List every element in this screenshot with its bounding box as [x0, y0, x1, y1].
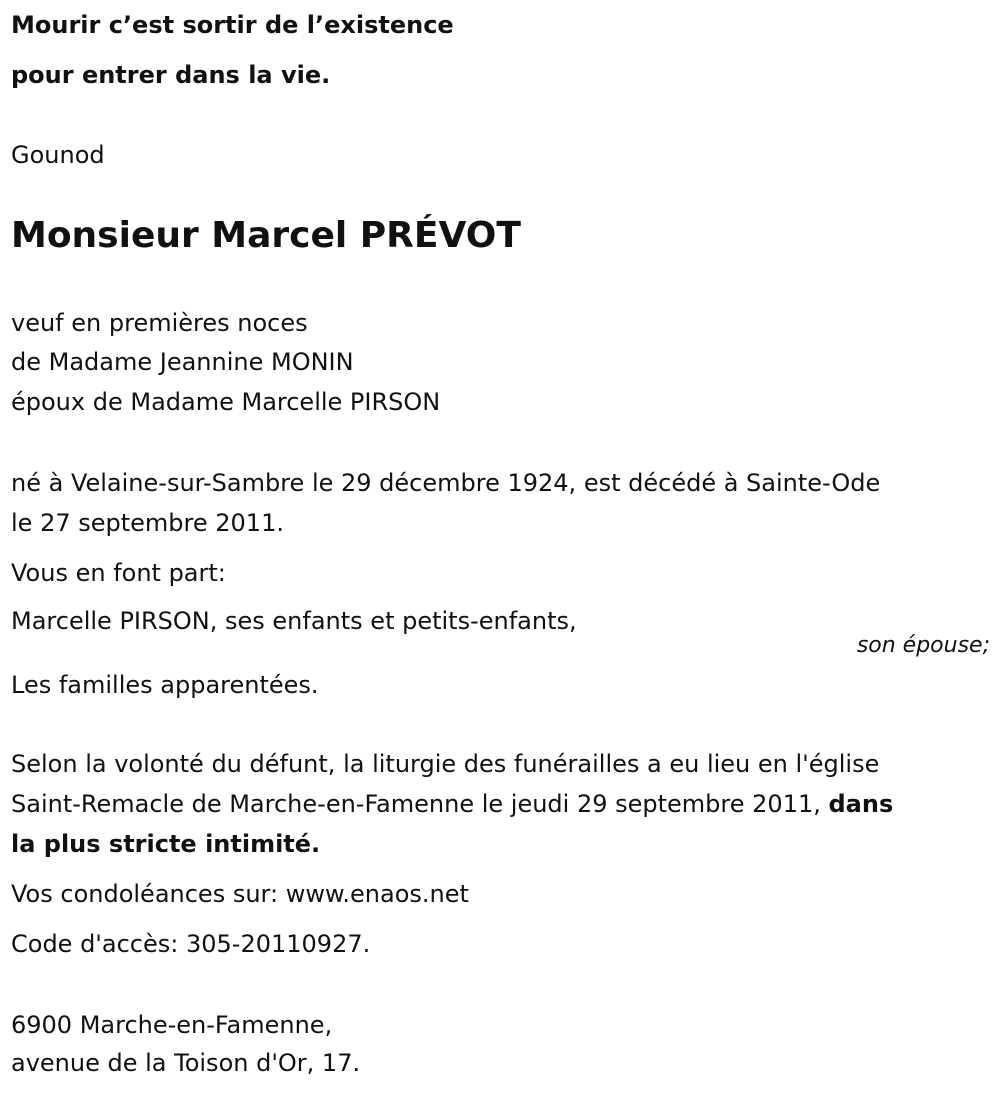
deceased-name: Monsieur Marcel PRÉVOT — [11, 215, 521, 256]
quote-line-2: pour entrer dans la vie. — [11, 61, 331, 89]
quote-author: Gounod — [11, 141, 105, 169]
quote-line-1: Mourir c’est sortir de l’existence — [11, 11, 454, 39]
birth-death-line-2: le 27 septembre 2011. — [11, 509, 284, 537]
funeral-line-2 — [11, 789, 893, 819]
condolences-line-2: Code d'accès: 305-20110927. — [11, 930, 371, 958]
funeral-line-1: Selon la volonté du défunt, la liturgie des funérailles a eu lieu en l'église — [11, 750, 880, 778]
relation-line-1: veuf en premières noces — [11, 309, 308, 337]
funeral-line-3: la plus stricte intimité. — [11, 830, 321, 858]
relation-line-2: de Madame Jeannine MONIN — [11, 348, 354, 376]
birth-death-line-1: né à Velaine-sur-Sambre le 29 décembre 1924, est décédé à Sainte-Ode — [11, 469, 881, 497]
funeral-line-2-bold: dans — [828, 790, 894, 818]
funeral-line-2-normal: Saint-Remacle de Marche-en-Famenne le jeudi 29 septembre 2011, — [11, 790, 821, 818]
announcement-family-2: Les familles apparentées. — [11, 671, 319, 699]
address-line-1: 6900 Marche-en-Famenne, — [11, 1011, 333, 1039]
announcement-family-1-role: son épouse; — [856, 633, 990, 658]
address-line-2: avenue de la Toison d'Or, 17. — [11, 1049, 361, 1077]
condolences-line-1: Vos condoléances sur: www.enaos.net — [11, 880, 469, 908]
announcement-family-1: Marcelle PIRSON, ses enfants et petits-enfants, — [11, 607, 577, 635]
relation-line-3: époux de Madame Marcelle PIRSON — [11, 388, 441, 416]
announcement-intro: Vous en font part: — [11, 559, 226, 587]
